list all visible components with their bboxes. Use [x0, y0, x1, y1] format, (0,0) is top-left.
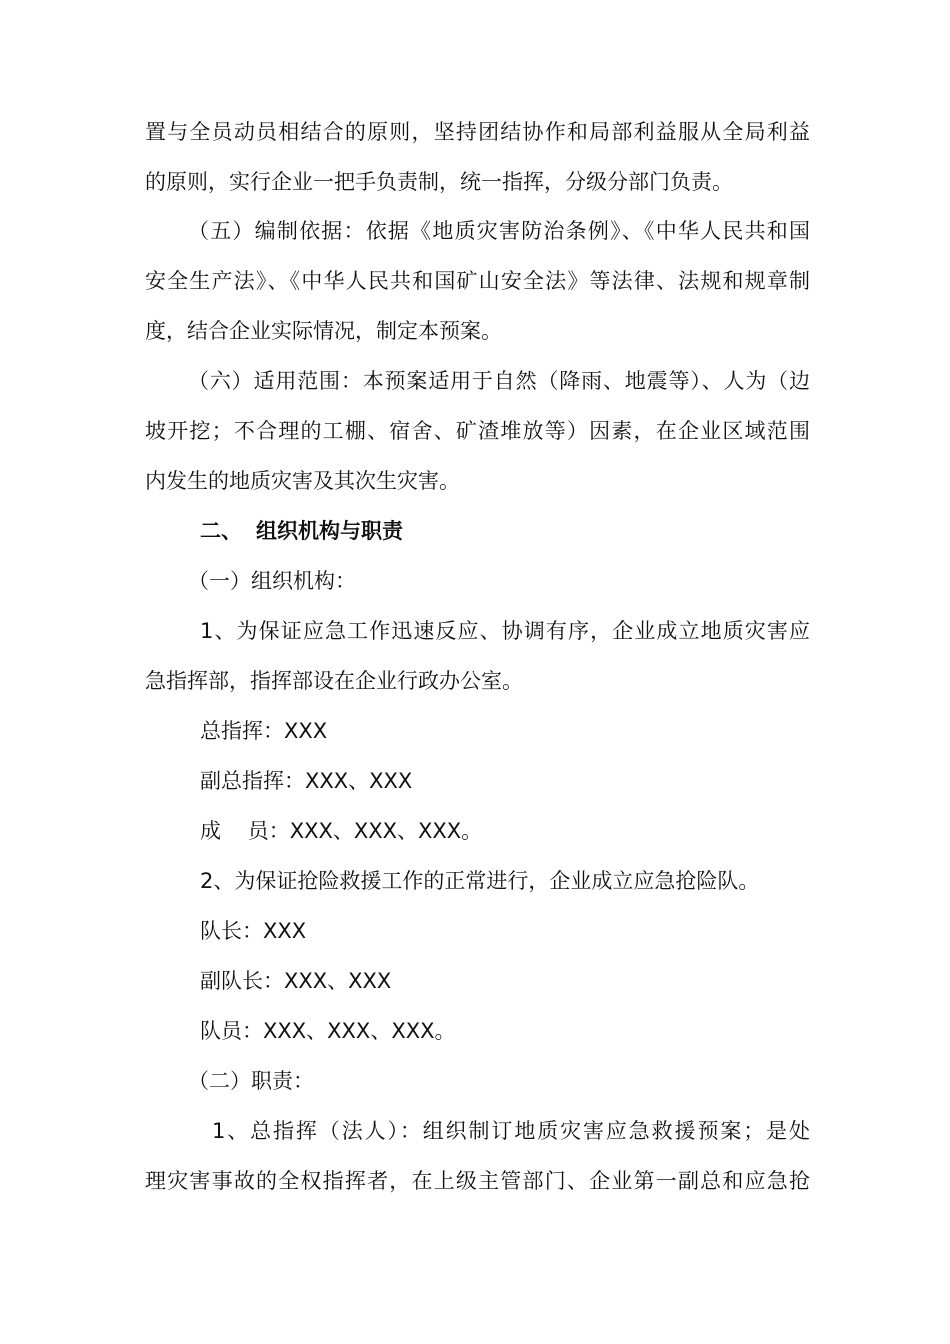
roster-line: 队员：XXX、XXX、XXX。 [200, 1019, 456, 1043]
paragraph-line: 置与全员动员相结合的原则，坚持团结协作和局部利益服从全局利益 [145, 120, 810, 144]
roster-line: 副队长：XXX、XXX [200, 969, 392, 993]
paragraph-line: 2、为保证抢险救援工作的正常进行，企业成立应急抢险队。 [200, 869, 760, 893]
paragraph-line: 理灾害事故的全权指挥者，在上级主管部门、企业第一副总和应急抢 [145, 1169, 810, 1193]
paragraph-line: 1、总指挥（法人）：组织制订地质灾害应急救援预案；是处 [212, 1119, 810, 1143]
section-heading-number: 二、 [200, 519, 242, 543]
section-heading [200, 516, 810, 546]
paragraph-line: （六）适用范围：本预案适用于自然（降雨、地震等）、人为（边 [188, 369, 810, 393]
paragraph-line: （五）编制依据：依据《地质灾害防治条例》、《中华人民共和国 [188, 219, 810, 243]
roster-line: 队长：XXX [200, 919, 307, 943]
roster-line: 总指挥：XXX [200, 719, 328, 743]
paragraph-line: 坡开挖；不合理的工棚、宿舍、矿渣堆放等）因素，在企业区域范围 [145, 419, 810, 443]
section-heading-title: 组织机构与职责 [256, 519, 403, 543]
roster-line: 成 员：XXX、XXX、XXX。 [200, 819, 483, 843]
subsection-heading: （二）职责： [188, 1069, 314, 1093]
paragraph-line: 度，结合企业实际情况，制定本预案。 [145, 319, 502, 343]
subsection-heading: （一）组织机构： [188, 569, 356, 593]
paragraph-line: 内发生的地质灾害及其次生灾害。 [145, 469, 460, 493]
paragraph-line: 1、为保证应急工作迅速反应、协调有序，企业成立地质灾害应 [200, 619, 810, 643]
paragraph-line: 急指挥部，指挥部设在企业行政办公室。 [145, 669, 523, 693]
paragraph-line: 的原则，实行企业一把手负责制，统一指挥，分级分部门负责。 [145, 170, 733, 194]
paragraph-line: 安全生产法》、《中华人民共和国矿山安全法》等法律、法规和规章制 [145, 269, 810, 293]
roster-line: 副总指挥：XXX、XXX [200, 769, 413, 793]
